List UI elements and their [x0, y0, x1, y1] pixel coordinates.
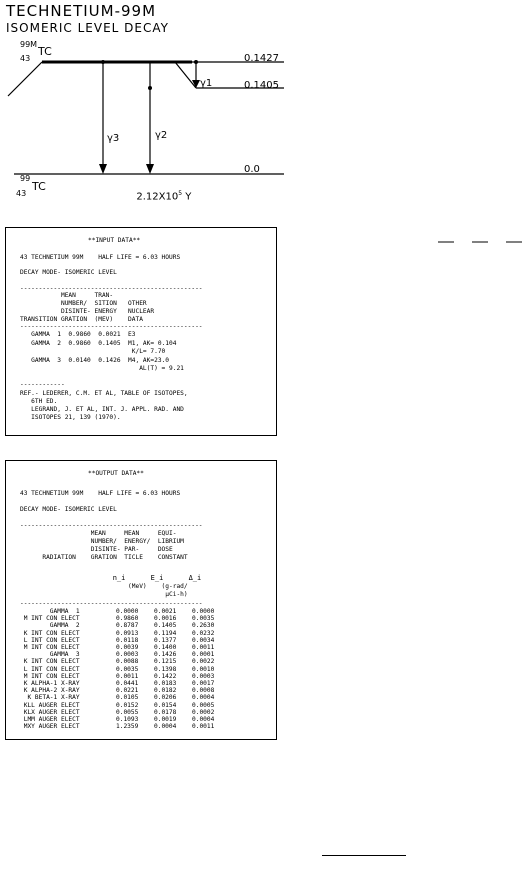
output-cell-e: 0.1405 [154, 622, 177, 630]
output-cell-n: 0.8787 [116, 622, 139, 630]
output-cell-e: 0.1194 [154, 629, 177, 637]
output-cell-e: 0.0206 [154, 694, 177, 702]
decay-scheme-diagram [0, 40, 300, 203]
input-row-3: K/L= 7.70 [20, 348, 166, 355]
output-cell-n: 0.0913 [116, 629, 139, 637]
input-row-4: GAMMA 3 0.0140 0.1426 M4, AK=23.0 [20, 357, 170, 364]
output-cell-label: K BETA-1 X-RAY [20, 694, 80, 702]
output-cell-d: 0.0003 [192, 672, 215, 680]
output-cell-n: 0.0000 [116, 608, 139, 615]
output-cell-e: 0.0183 [154, 680, 177, 687]
output-col-header-3: DISINTE- PAR- DOSE [20, 546, 173, 553]
output-cell-d: 0.0004 [192, 716, 215, 723]
output-decay-mode: DECAY MODE- ISOMERIC LEVEL [20, 506, 117, 513]
output-data-box [5, 460, 277, 740]
output-cell-d: 0.0010 [192, 665, 215, 673]
input-decay-mode: DECAY MODE- ISOMERIC LEVEL [20, 269, 117, 276]
footer-rule [322, 855, 406, 856]
output-cell-label: KLX AUGER ELECT [20, 708, 80, 716]
gamma3-label: γ3 [107, 133, 120, 144]
input-row-5: AL(T) = 9.21 [20, 365, 184, 372]
output-cell-label: K ALPHA-1 X-RAY [20, 680, 80, 687]
output-col-header-2: NUMBER/ ENERGY/ LIBRIUM [20, 538, 184, 545]
input-ref-3: LEGRAND, J. ET AL, INT. J. APPL. RAD. AND [20, 406, 184, 413]
output-cell-d: 0.2630 [192, 622, 215, 630]
output-unit-row-2: µCi-h) [20, 591, 188, 598]
daughter-symbol-label: TC [32, 180, 46, 193]
output-cell-n: 0.0441 [116, 680, 139, 687]
output-nuclide-line: 43 TECHNETIUM 99M HALF LIFE = 6.03 HOURS [20, 490, 181, 497]
output-cell-e: 0.0178 [154, 708, 177, 716]
gamma1-label: γ1 [200, 78, 213, 89]
output-cell-d: 0.0011 [192, 644, 215, 651]
half-life-unit: Y [185, 191, 192, 203]
input-short-rule: ------------ [20, 381, 65, 388]
output-rule-mid: ------------------------------------------------- [20, 600, 203, 607]
output-cell-label: GAMMA 2 [20, 622, 80, 630]
output-cell-n: 0.0105 [116, 694, 139, 702]
input-rule-top: ------------------------------------------------- [20, 285, 203, 292]
output-cell-label: L INT CON ELECT [20, 665, 80, 673]
output-symbol-row: n_i E_i Δ_i [20, 574, 202, 582]
output-cell-e: 0.0182 [154, 687, 177, 695]
output-cell-label: M INT CON ELECT [20, 615, 80, 623]
decorative-dashes [412, 237, 522, 247]
output-cell-label: K INT CON ELECT [20, 629, 80, 637]
input-ref-2: 6TH ED. [20, 398, 58, 405]
parent-z-label: 43 [20, 54, 31, 63]
output-cell-label: KLL AUGER ELECT [20, 701, 80, 709]
output-cell-d: 0.0022 [192, 658, 215, 666]
half-life-exponent: 5 [178, 190, 183, 197]
output-cell-n: 0.0035 [116, 665, 139, 673]
output-cell-d: 0.0001 [192, 651, 215, 659]
output-cell-label: K INT CON ELECT [20, 658, 80, 666]
output-cell-label: MXY AUGER ELECT [20, 723, 80, 731]
output-cell-n: 0.0152 [116, 701, 139, 709]
input-data-box [5, 227, 277, 436]
input-col-header-4: TRANSITION GRATION (MEV) DATA [20, 316, 143, 323]
output-cell-n: 1.2359 [116, 723, 139, 731]
output-col-header-1: MEAN MEAN EQUI- [20, 530, 177, 537]
output-cell-d: 0.0034 [192, 636, 215, 644]
output-cell-e: 0.1400 [154, 644, 177, 651]
output-cell-label: L INT CON ELECT [20, 636, 80, 644]
level-label-0.1427: 0.1427 [244, 53, 279, 64]
input-ref-1: REF.- LEDERER, C.M. ET AL, TABLE OF ISOTOPES, [20, 390, 188, 397]
input-heading: **INPUT DATA** [88, 237, 141, 244]
output-cell-n: 0.0221 [116, 687, 139, 695]
input-col-header-2: NUMBER/ SITION OTHER [20, 300, 147, 307]
parent-mass-label: 99M [20, 40, 38, 49]
input-row-2: GAMMA 2 0.9860 0.1405 M1, AK= 0.104 [20, 340, 177, 347]
gamma3-arrowhead [99, 164, 107, 174]
output-cell-d: 0.0035 [192, 615, 215, 623]
output-cell-e: 0.1398 [154, 665, 177, 673]
input-nuclide-line: 43 TECHNETIUM 99M HALF LIFE = 6.03 HOURS [20, 254, 181, 261]
output-cell-n: 0.0118 [116, 636, 139, 644]
output-cell-e: 0.1422 [154, 672, 177, 680]
feeding-line [8, 62, 42, 96]
level-label-0.0: 0.0 [244, 164, 260, 175]
input-rule-mid: ------------------------------------------------- [20, 323, 203, 330]
half-life-value: 2.12X10 [136, 191, 179, 203]
output-cell-d: 0.0008 [192, 687, 215, 695]
output-cell-n: 0.9860 [116, 615, 139, 623]
output-cell-label: GAMMA 3 [20, 651, 80, 659]
output-cell-e: 0.1215 [154, 658, 177, 666]
output-cell-label: M INT CON ELECT [20, 672, 80, 680]
output-cell-e: 0.1426 [154, 651, 177, 659]
output-unit-row-1: (MeV) (g-rad/ [20, 583, 188, 590]
input-col-header-3: DISINTE- ENERGY NUCLEAR [20, 308, 155, 315]
output-cell-e: 0.0004 [154, 723, 177, 731]
level-label-0.1405: 0.1405 [244, 80, 279, 91]
output-cell-e: 0.1377 [154, 636, 177, 644]
output-cell-d: 0.0004 [192, 694, 215, 702]
level-connector [175, 62, 196, 88]
output-cell-n: 0.0055 [116, 708, 139, 716]
page-title: TECHNETIUM-99M [6, 2, 157, 20]
output-rule-top: ------------------------------------------------- [20, 522, 203, 529]
gamma2-label: γ2 [155, 130, 168, 141]
output-cell-d: 0.0005 [192, 701, 215, 709]
output-cell-n: 0.0011 [116, 672, 139, 680]
output-cell-d: 0.0232 [192, 629, 215, 637]
output-cell-d: 0.0000 [192, 608, 215, 615]
output-cell-e: 0.0019 [154, 716, 177, 723]
input-col-header-1: MEAN TRAN- [20, 292, 114, 299]
output-cell-n: 0.0003 [116, 651, 139, 659]
parent-symbol-label: TC [38, 45, 52, 58]
output-heading: **OUTPUT DATA** [88, 470, 144, 477]
output-cell-e: 0.0154 [154, 701, 177, 709]
output-cell-e: 0.0016 [154, 615, 177, 623]
output-cell-n: 0.0088 [116, 658, 139, 666]
input-ref-4: ISOTOPES 21, 139 (1970). [20, 414, 121, 421]
output-cell-label: LMM AUGER ELECT [20, 716, 80, 723]
input-row-1: GAMMA 1 0.9860 0.0021 E3 [20, 331, 136, 338]
output-cell-n: 0.0039 [116, 644, 139, 651]
output-cell-label: M INT CON ELECT [20, 644, 80, 651]
output-cell-label: GAMMA 1 [20, 608, 80, 615]
output-cell-d: 0.0002 [192, 708, 215, 716]
output-col-header-4: RADIATION GRATION TICLE CONSTANT [20, 554, 188, 561]
daughter-mass-label: 99 [20, 174, 31, 183]
output-cell-e: 0.0021 [154, 608, 177, 615]
output-cell-d: 0.0011 [192, 723, 215, 731]
half-life-label [130, 179, 191, 202]
page-subtitle: ISOMERIC LEVEL DECAY [6, 21, 169, 35]
gamma2-arrowhead [146, 164, 154, 174]
output-cell-label: K ALPHA-2 X-RAY [20, 687, 80, 695]
output-cell-d: 0.0017 [192, 680, 215, 687]
daughter-z-label: 43 [16, 189, 27, 198]
output-cell-n: 0.1093 [116, 716, 139, 723]
